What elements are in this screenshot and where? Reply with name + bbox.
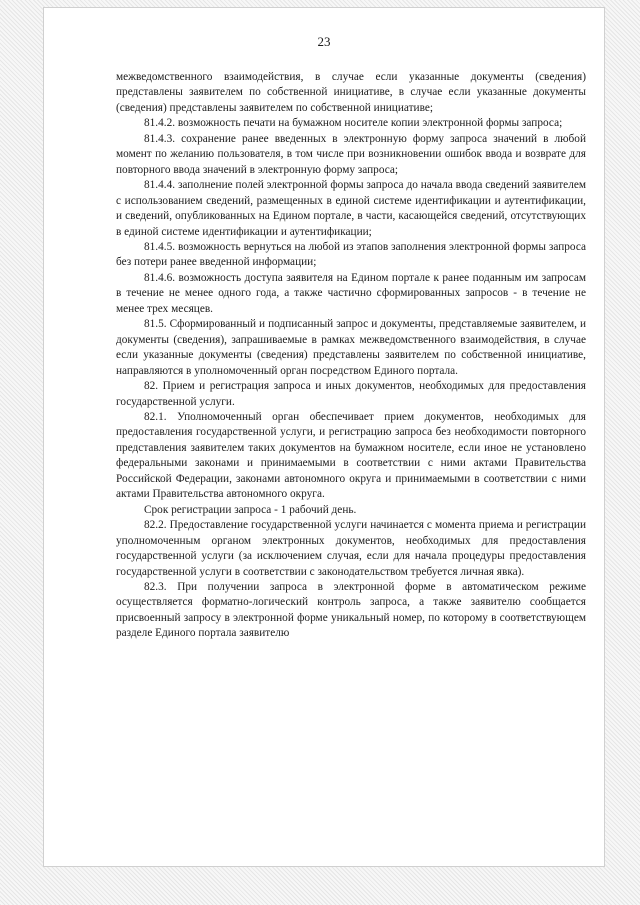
paragraph: Срок регистрации запроса - 1 рабочий день. bbox=[144, 503, 357, 516]
paragraph: 81.4.2. возможность печати на бумажном носителе копии электронной формы запроса; bbox=[144, 117, 563, 130]
paragraph: 81.5. Сформированный и подписанный запрос и документы, представляемые заявителем, и документы (сведения), запрашиваемые в рамках межведомственного взаимодействия, в случае если указанные документы (сведения) представлены заявителем по собственной инициативе, направляются в уполномоченный орган посредством Единого портала. bbox=[116, 318, 586, 377]
paragraph: 82. Прием и регистрация запроса и иных документов, необходимых для предоставления государственной услуги. bbox=[116, 380, 586, 408]
paragraph: 82.3. При получении запроса в электронной форме в автоматическом режиме осуществляется форматно-логический контроль запроса, а также заявителю сообщается присвоенный запросу в электронной форме уникальный номер, по которому в соответствующем разделе Единого портала заявителю bbox=[116, 580, 586, 640]
paragraph: 81.4.6. возможность доступа заявителя на Едином портале к ранее поданным им запросам в течение не менее одного года, а также частично сформированных запросов - в течение не менее трех месяцев. bbox=[116, 271, 586, 315]
paragraph: 82.2. Предоставление государственной услуги начинается с момента приема и регистрации уполномоченным органом электронных документов, необходимых для предоставления государственной услуги (за исключением случая, если для начала процедуры предоставления государственной услуги в соответствии с законодательством требуется личная явка). bbox=[116, 519, 586, 578]
document-page bbox=[44, 8, 604, 866]
paragraph: 82.1. Уполномоченный орган обеспечивает прием документов, необходимых для предоставления государственной услуги, и регистрацию запроса без необходимости повторного представления заявителем таких документов на бумажном носителе, если иное не установлено федеральными законами и принимаемыми в соответствии с ними актами Правительства Российской Федерации, законами автономного округа и принимаемыми в соответствии с ними актами Правительства автономного округа. bbox=[116, 410, 586, 501]
document-body bbox=[116, 70, 586, 642]
paragraph: 81.4.3. сохранение ранее введенных в электронную форму запроса значений в любой момент по желанию пользователя, в том числе при возникновении ошибок ввода и возврате для повторного ввода значений в электронную форму запроса; bbox=[116, 132, 586, 176]
paragraph: 81.4.4. заполнение полей электронной формы запроса до начала ввода сведений заявителем с использованием сведений, размещенных в единой системе идентификации и аутентификации, и сведений, опубликованных на Едином портале, в части, касающейся сведений, отсутствующих в единой системе идентификации и аутентификации; bbox=[116, 179, 586, 238]
paragraph: межведомственного взаимодействия, в случае если указанные документы (сведения) представлены заявителем по собственной инициативе, в случае если указанные документы (сведения) представлены заявителем по собственной инициативе; bbox=[116, 71, 586, 114]
paragraph: 81.4.5. возможность вернуться на любой из этапов заполнения электронной формы запроса без потери ранее введенной информации; bbox=[116, 240, 586, 269]
page-number: 23 bbox=[317, 34, 331, 49]
